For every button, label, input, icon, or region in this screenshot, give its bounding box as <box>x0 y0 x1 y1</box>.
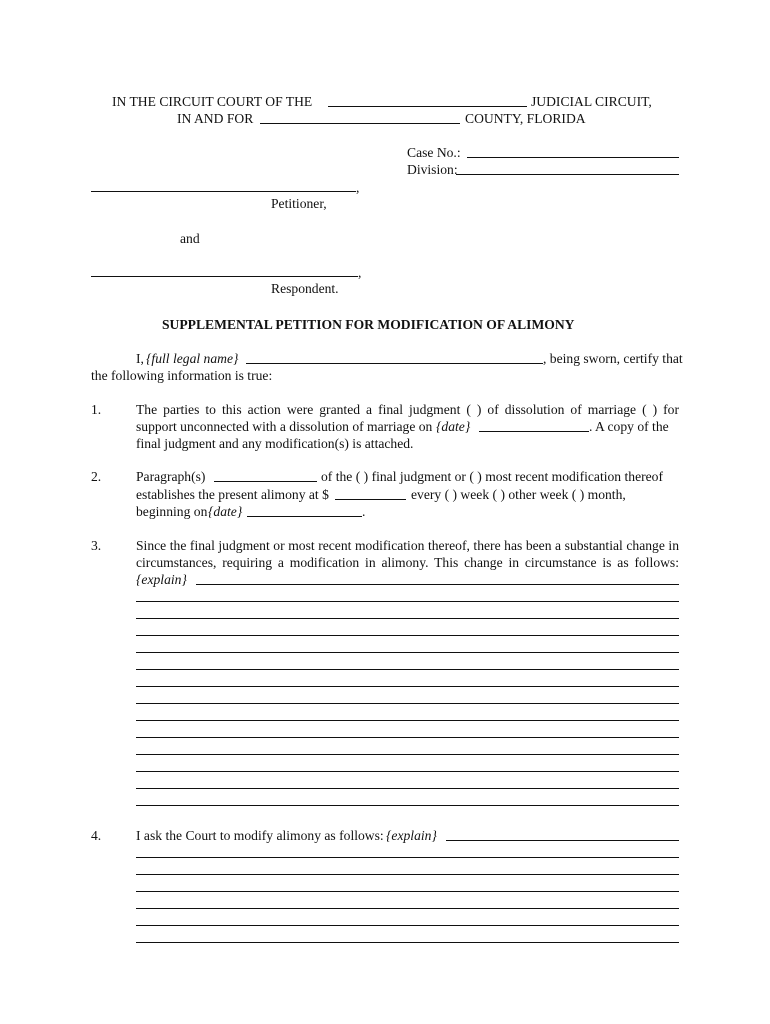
item-4-explain-hint: {explain} <box>386 828 437 843</box>
paragraph-number-field[interactable] <box>214 481 317 482</box>
item-3-explain-hint: {explain} <box>136 572 187 587</box>
item-1-date-field[interactable] <box>479 431 589 432</box>
item-3-line-2: circumstances, requiring a modification in alimony. This change in circumstance is as follows: <box>136 555 679 570</box>
case-no-label: Case No.: <box>407 145 461 160</box>
item-2-number: 2. <box>91 469 102 484</box>
item-3-answer-line[interactable] <box>136 669 679 670</box>
full-legal-name-hint: {full legal name} <box>146 351 239 366</box>
court-line-2-left: IN AND FOR <box>177 111 254 126</box>
item-1-line-2-suffix: . A copy of the <box>589 419 669 434</box>
beginning-date-field[interactable] <box>247 516 362 517</box>
item-3-number: 3. <box>91 538 102 553</box>
alimony-amount-field[interactable] <box>335 499 406 500</box>
item-4-answer-line[interactable] <box>136 908 679 909</box>
court-line-1-right: JUDICIAL CIRCUIT, <box>531 94 652 109</box>
item-4-number: 4. <box>91 828 102 843</box>
intro-suffix: , being sworn, certify that <box>543 351 683 366</box>
petitioner-name-field[interactable] <box>91 191 356 192</box>
item-4-answer-line[interactable] <box>136 891 679 892</box>
item-1-line-3: final judgment and any modification(s) is attached. <box>136 436 414 451</box>
division-field[interactable] <box>456 174 679 175</box>
case-no-field[interactable] <box>467 157 679 158</box>
item-1-line-1: The parties to this action were granted a final judgment ( ) of dissolution of marriage ( ) for <box>136 402 679 417</box>
item-1-line-2-prefix: support unconnected with a dissolution of marriage on <box>136 419 433 434</box>
item-3-answer-line[interactable] <box>136 754 679 755</box>
and-label: and <box>180 231 200 246</box>
division-label: Division: <box>407 162 458 177</box>
item-3-answer-line[interactable] <box>136 601 679 602</box>
item-3-answer-line[interactable] <box>136 737 679 738</box>
item-2-line-3-suffix: . <box>362 504 366 519</box>
item-3-answer-line[interactable] <box>136 703 679 704</box>
item-3-answer-line[interactable] <box>136 618 679 619</box>
item-3-line-1: Since the final judgment or most recent modification thereof, there has been a substantial change in <box>136 538 679 553</box>
item-3-answer-line[interactable] <box>136 635 679 636</box>
respondent-label: Respondent. <box>271 281 339 296</box>
item-2-date-hint: {date} <box>208 504 243 519</box>
county-blank[interactable] <box>260 123 460 124</box>
item-4-answer-line[interactable] <box>136 925 679 926</box>
item-4-explain-field[interactable] <box>446 840 679 841</box>
item-2-line-3-prefix: beginning on <box>136 504 208 519</box>
court-line-1-left: IN THE CIRCUIT COURT OF THE <box>112 94 313 109</box>
item-3-answer-line[interactable] <box>136 771 679 772</box>
intro-line-2: the following information is true: <box>91 368 273 383</box>
petitioner-label: Petitioner, <box>271 196 327 211</box>
item-3-answer-line[interactable] <box>136 686 679 687</box>
court-line-2-right: COUNTY, FLORIDA <box>465 111 586 126</box>
item-4-answer-line[interactable] <box>136 942 679 943</box>
item-2-line-2-prefix: establishes the present alimony at $ <box>136 487 329 502</box>
item-4-answer-line[interactable] <box>136 874 679 875</box>
item-1-number: 1. <box>91 402 102 417</box>
petitioner-comma: , <box>356 180 360 195</box>
item-4-answer-line[interactable] <box>136 857 679 858</box>
item-3-answer-line[interactable] <box>136 805 679 806</box>
item-2-line-1-suffix: of the ( ) final judgment or ( ) most recent modification thereof <box>321 469 663 484</box>
item-3-answer-line[interactable] <box>136 788 679 789</box>
item-2-line-1-prefix: Paragraph(s) <box>136 469 206 484</box>
item-1-date-hint: {date} <box>436 419 471 434</box>
full-legal-name-field[interactable] <box>246 363 543 364</box>
respondent-comma: , <box>358 265 362 280</box>
intro-prefix: I, <box>136 351 144 366</box>
respondent-name-field[interactable] <box>91 276 358 277</box>
item-3-answer-line[interactable] <box>136 652 679 653</box>
item-3-answer-line[interactable] <box>136 720 679 721</box>
document-title: SUPPLEMENTAL PETITION FOR MODIFICATION OF ALIMONY <box>162 317 575 332</box>
item-3-explain-field[interactable] <box>196 584 679 585</box>
judicial-circuit-blank[interactable] <box>328 106 527 107</box>
item-2-line-2-suffix: every ( ) week ( ) other week ( ) month, <box>411 487 626 502</box>
item-4-prefix: I ask the Court to modify alimony as follows: <box>136 828 384 843</box>
